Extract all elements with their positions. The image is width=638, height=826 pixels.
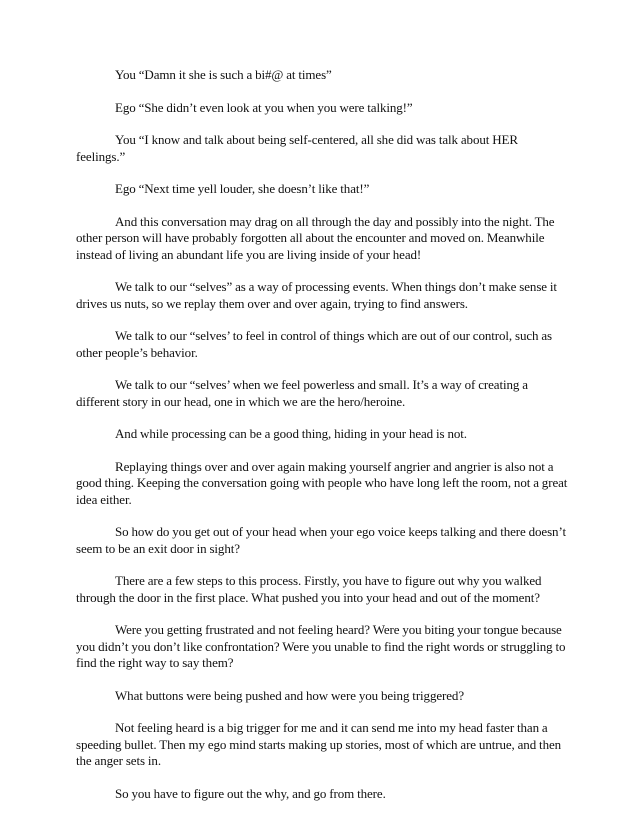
dialogue-line-you-1: You “Damn it she is such a bi#@ at times” [115, 67, 332, 82]
body-paragraph: And this conversation may drag on all through the day and possibly into the night. The other person will have probably forgotten all about the encounter and moved on. Meanwhile instead of living an abundant life you are living inside of your head! [76, 213, 555, 262]
dialogue-line-ego-2: Ego “Next time yell louder, she doesn’t like that!” [115, 181, 370, 196]
body-paragraph: We talk to our “selves” as a way of processing events. When things don’t make sense it drives us nuts, so we replay them over and over again, trying to find answers. [76, 279, 557, 311]
body-paragraph: So you have to figure out the why, and go from there. [115, 785, 386, 801]
body-paragraph: We talk to our “selves’ to feel in control of things which are out of our control, such as other people’s behavior. [76, 328, 553, 360]
body-paragraph: And while processing can be a good thing, hiding in your head is not. [115, 426, 467, 441]
body-paragraph: There are a few steps to this process. Firstly, you have to figure out why you walked through the door in the first place. What pushed you into your head and out of the moment? [76, 573, 542, 605]
body-paragraph: Replaying things over and over again making yourself angrier and angrier is also not a good thing. Keeping the conversation going with people who have long left the room, not a great idea either. [76, 458, 568, 507]
body-paragraph: What buttons were being pushed and how were you being triggered? [115, 687, 464, 703]
dialogue-line-ego-1: Ego “She didn’t even look at you when you were talking!” [115, 99, 413, 115]
body-paragraph: Not feeling heard is a big trigger for me and it can send me into my head faster than a speeding bullet. Then my ego mind starts making up stories, most of which are untrue, and then the anger sets in. [76, 720, 562, 768]
body-paragraph: So how do you get out of your head when your ego voice keeps talking and there doesn’t seem to be an exit door in sight? [76, 524, 566, 556]
body-paragraph: Were you getting frustrated and not feeling heard? Were you biting your tongue because you didn’t you don’t like confrontation? Were you unable to find the right words or struggling to find the right way to say them? [76, 622, 566, 670]
dialogue-line-you-2: You “I know and talk about being self-centered, all she did was talk about HER feelings.” [76, 132, 518, 164]
body-paragraph: We talk to our “selves’ when we feel powerless and small. It’s a way of creating a different story in our head, one in which we are the hero/heroine. [76, 377, 528, 409]
